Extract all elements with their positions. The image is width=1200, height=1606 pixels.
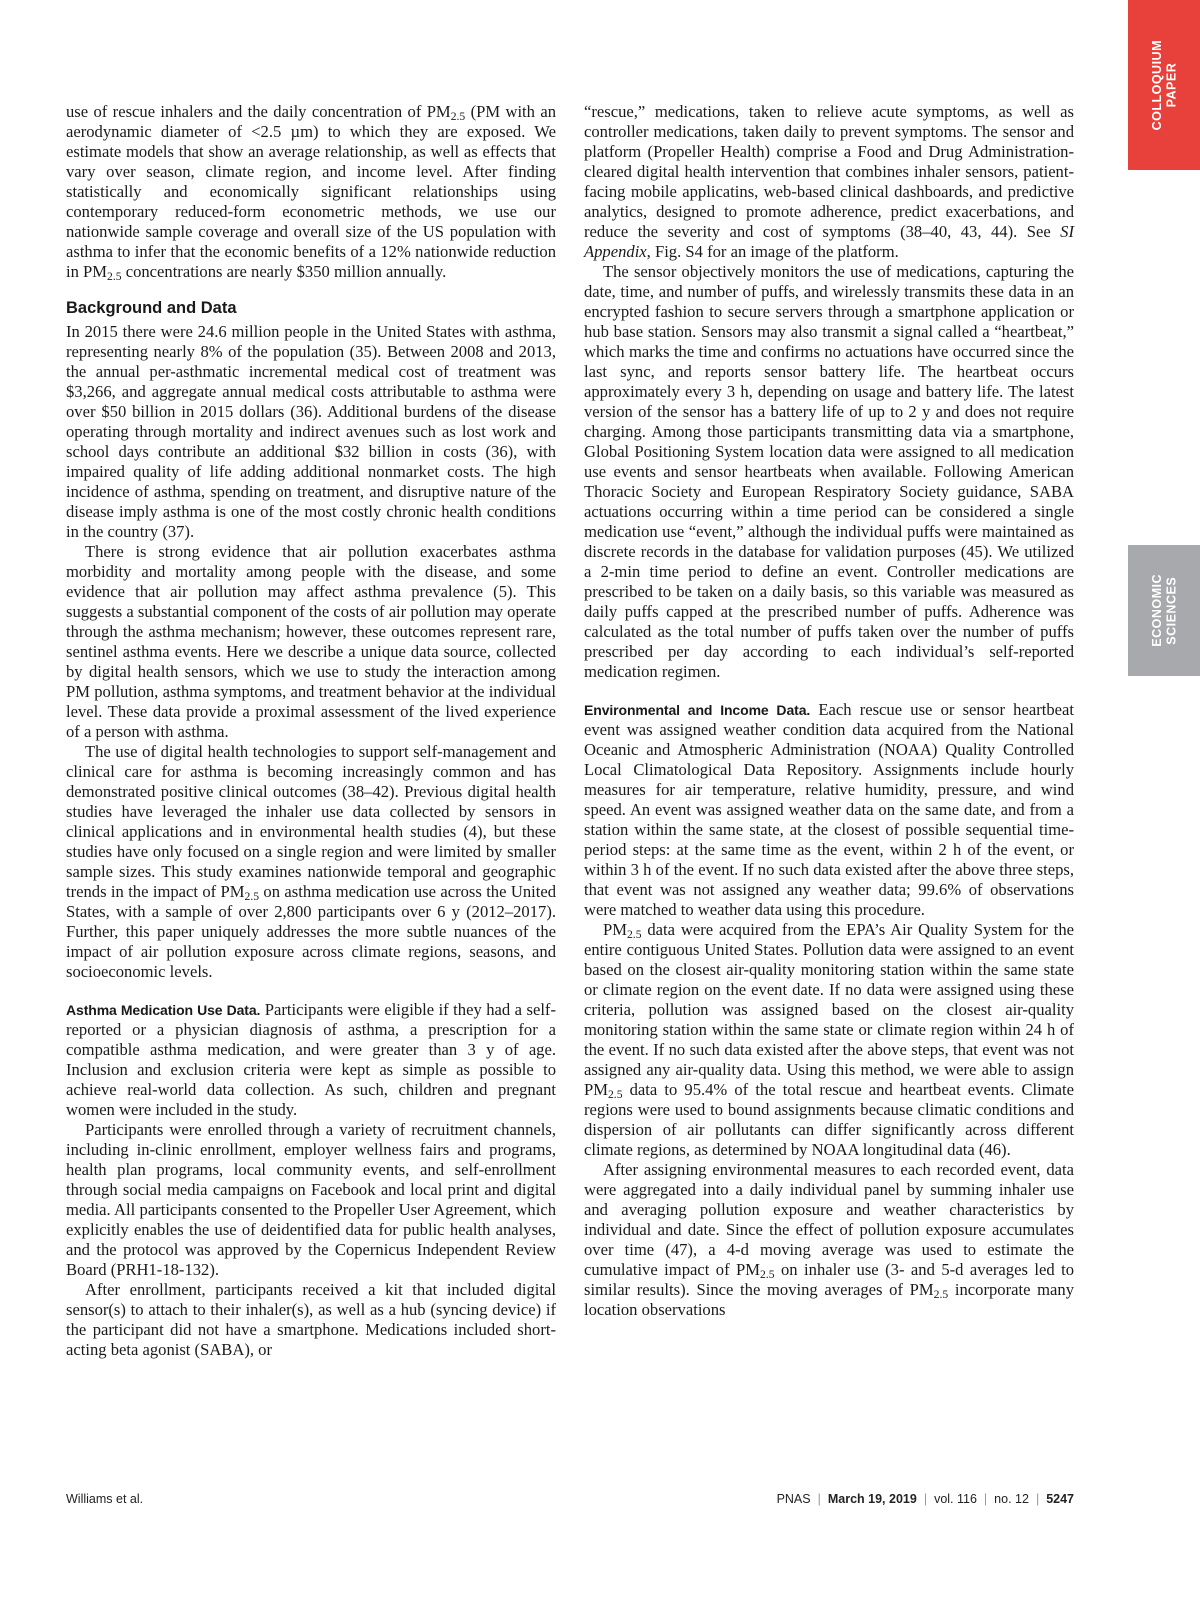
page-footer	[66, 1492, 1074, 1512]
si-appendix-reference: SI Appendix	[584, 222, 1074, 261]
colloquium-paper-tab	[1128, 0, 1200, 170]
paragraph: In 2015 there were 24.6 million people in the United States with asthma, representing nearly 8% of the population (35). Between 2008 and 2013, the annual per-asthmatic incremental medical cost of treatment was $3,266, and aggregate annual medical costs attributable to asthma were over $50 billion in 2015 dollars (36). Additional burdens of the disease operating through mortality and indirect avenues such as lost work and school days contribute an additional $32 billion in costs (36), with impaired quality of life adding additional nonmarket costs. The high incidence of asthma, spending on treatment, and disruptive nature of the disease imply asthma is one of the most costly chronic health conditions in the country (37).	[66, 322, 556, 541]
section-heading: Background and Data	[66, 299, 237, 317]
paragraph: use of rescue inhalers and the daily concentration of $PM_{2.5}$ (PM with an aerodynamic diameter of <2.5 µm) to which they are exposed. We estimate models that show an average relationship, as well as effects that vary over season, climate region, and income level. After finding statistically and economically significant relationships using contemporary reduced-form econometric methods, we use our nationwide sample coverage and overall size of the US population with asthma to infer that the economic benefits of a 12% nationwide reduction in $PM_{2.5}$ concentrations are nearly $350 million annually.	[66, 102, 557, 283]
paragraph: $PM_{2.5}$ data were acquired from the EPA’s Air Quality System for the entire contiguous United States. Pollution data were assigned to an event based on the closest air-quality monitoring station within the same state or climate region on the event date. If no data were assigned using these criteria, pollution was assigned based on the closest air-quality monitoring station within the same state or climate region within 24 h of the event. If no such data existed after the above steps, that event was not assigned any air-quality data. Using this method, we were able to assign $PM_{2.5}$ data to 95.4% of the total rescue and heartbeat events. Climate regions were used to bound assignments because climatic conditions and dispersion of air pollutants can differ significantly across different climate regions, as determined by NOAA longitudinal data (46).	[584, 920, 1074, 1159]
economic-sciences-tab	[1128, 545, 1200, 676]
page-number: 5247	[1046, 1492, 1074, 1506]
paragraph: The sensor objectively monitors the use of medications, capturing the date, time, and number of puffs, and wirelessly transmits these data in an encrypted fashion to secure servers through a smartphone application or hub base station. Sensors may also transmit a signal called a “heartbeat,” which marks the time and confirms no actuations have occurred since the last sync, and reports sensor battery life. The heartbeat occurs approximately every 3 h, depending on usage and battery life. The latest version of the sensor has a battery life of up to 2 y and does not require charging. Among those participants transmitting data via a smartphone, Global Positioning System location data were assigned to all medication use events and sensor heartbeats when available. Following American Thoracic Society and European Respiratory Society guidance, SABA actuations occurring within a time period can be considered a single medication use “event,” although the individual puffs were maintained as discrete records in the database for validation purposes (45). We utilized a 2-min time period to define an event. Controller medications are prescribed to be taken on a daily basis, so this variable was measured as daily puffs capped at the prescribed number of puffs. Adherence was calculated as the total number of puffs taken over the number of puffs prescribed per day according to each individual’s self-reported medication regimen.	[584, 262, 1074, 681]
volume: vol. 116	[934, 1492, 977, 1506]
journal-name: PNAS	[776, 1492, 811, 1506]
left-column	[66, 102, 556, 1360]
paragraph: After assigning environmental measures to each recorded event, data were aggregated into a daily individual panel by summing inhaler use and averaging pollution exposure and weather characteristics by individual and date. Since the effect of pollution exposure accumulates over time (47), a 4-d moving average was used to estimate the cumulative impact of $PM_{2.5}$ on inhaler use (3- and 5-d averages led to similar results). Since the moving averages of $PM_{2.5}$ incorporate many location observations	[584, 1160, 1075, 1319]
subsection-heading: Environmental and Income Data.	[584, 702, 811, 718]
paragraph: Participants were enrolled through a variety of recruitment channels, including in-clinic enrollment, employer wellness fairs and programs, health plan programs, local community events, and self-enrollment through social media campaigns on Facebook and local print and digital media. All participants consented to the Propeller User Agreement, which explicitly enables the use of deidentified data for public health analyses, and the protocol was approved by the Copernicus Independent Review Board (PRH1-18-132).	[66, 1120, 556, 1279]
paragraph: Asthma Medication Use Data. Participants were eligible if they had a self-reported or a physician diagnosis of asthma, a prescription for a compatible asthma medication, and were greater than 3 y of age. Inclusion and exclusion criteria were kept as simple as possible to achieve real-world data collection. As such, children and pregnant women were included in the study.	[66, 1000, 556, 1119]
paragraph: “rescue,” medications, taken to relieve acute symptoms, as well as controller medications, taken daily to prevent symptoms. The sensor and platform (Propeller Health) comprise a Food and Drug Administration-cleared digital health intervention that combines inhaler sensors, patient-facing mobile applicatins, web-based clinical dashboards, and predictive analytics, designed to promote adherence, predict exacerbations, and reduce the severity and cost of symptoms (38–40, 43, 44). See SI Appendix, Fig. S4 for an image of the platform.	[584, 102, 1074, 261]
paragraph: The use of digital health technologies to support self-management and clinical care for asthma is becoming increasingly common and has demonstrated positive clinical outcomes (38–42). Previous digital health studies have leveraged the inhaler use data collected by sensors in clinical applications and in environmental health studies (4), but these studies have only focused on a single region and were limited by smaller sample sizes. This study examines nationwide temporal and geographic trends in the impact of $PM_{2.5}$ on asthma medication use across the United States, with a sample of over 2,800 participants over 6 y (2012–2017). Further, this paper uniquely addresses the more subtle nuances of the impact of air pollution exposure across climate regions, seasons, and socioeconomic levels.	[66, 742, 556, 981]
paragraph: Environmental and Income Data. Each rescue use or sensor heartbeat event was assigned weather condition data acquired from the National Oceanic and Atmospheric Administration (NOAA) Quality Controlled Local Climatological Data Repository. Assignments include hourly measures for air temperature, relative humidity, pressure, and wind speed. An event was assigned weather data on the same date, and from a station within the same state, at the closest of possible sequential time-period steps: at the same time as the event, within 2 h of the event, or within 3 h of the event. If no such data existed after the above three steps, that event was not assigned any weather data; 99.6% of observations were matched to weather data using this procedure.	[584, 700, 1074, 919]
footer-citation: PNAS | March 19, 2019 | vol. 116 | no. 12 | 5247	[776, 1492, 1074, 1506]
paragraph: After enrollment, participants received a kit that included digital sensor(s) to attach to their inhaler(s), as well as a hub (syncing device) if the participant did not have a smartphone. Medications included short-acting beta agonist (SABA), or	[66, 1280, 556, 1359]
paragraph: There is strong evidence that air pollution exacerbates asthma morbidity and mortality among people with the disease, and some evidence that air pollution may affect asthma prevalence (5). This suggests a substantial component of the costs of air pollution may operate through the asthma mechanism; however, these outcomes represent rare, sentinel asthma events. Here we describe a unique data source, collected by digital health sensors, which we use to study the interaction among PM pollution, asthma symptoms, and treatment behavior at the individual level. These data provide a proximal assessment of the lived experience of a person with asthma.	[66, 542, 556, 741]
publication-date: March 19, 2019	[827, 1492, 917, 1506]
subsection-heading: Asthma Medication Use Data.	[66, 1002, 261, 1018]
economic-sciences-label: ECONOMIC SCIENCES	[1149, 574, 1178, 647]
colloquium-paper-label: COLLOQUIUM PAPER	[1149, 39, 1178, 131]
issue: no. 12	[994, 1492, 1029, 1506]
footer-authors: Williams et al.	[66, 1492, 144, 1506]
right-column	[584, 102, 1074, 1320]
